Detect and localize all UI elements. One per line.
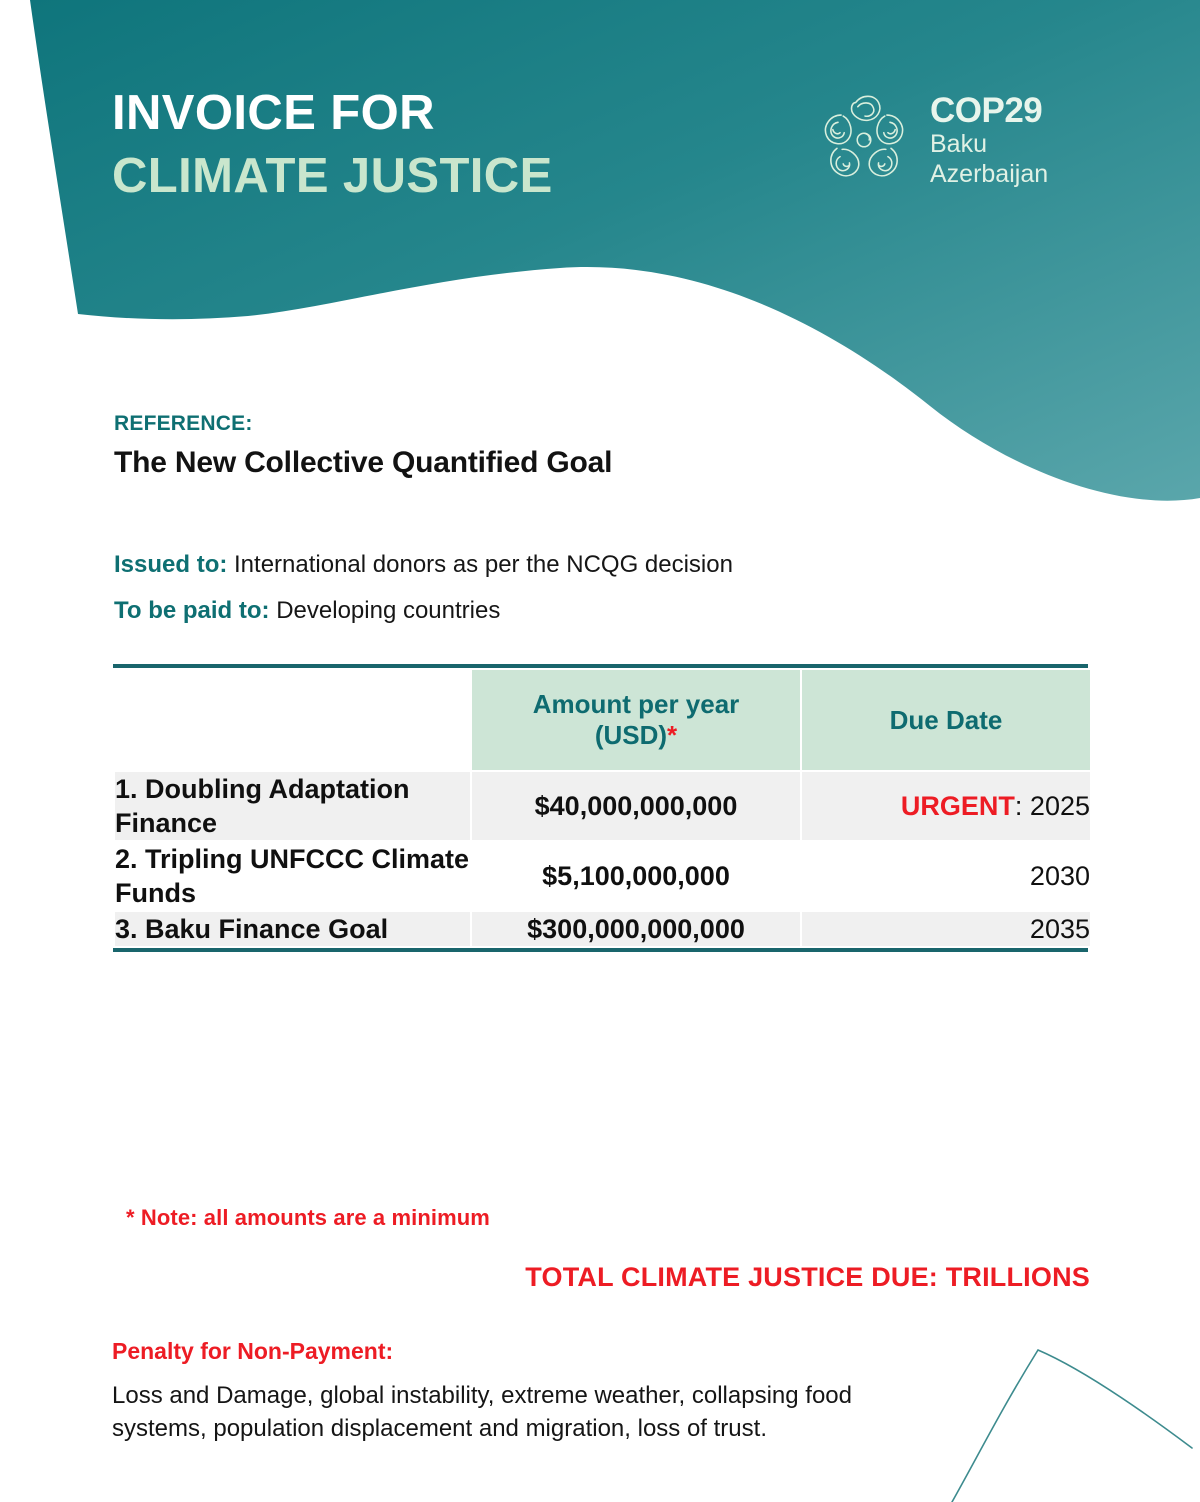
- row-due-date: 2030: [802, 842, 1090, 910]
- invoice-meta: [114, 552, 1064, 645]
- row-item-name: 3. Baku Finance Goal: [115, 912, 470, 946]
- invoice-table-body: [115, 772, 1090, 946]
- row-due-date: [802, 772, 1090, 840]
- cop29-country: Azerbaijan: [930, 159, 1049, 188]
- paid-to-value: Developing countries: [276, 597, 501, 625]
- cop29-logo: [812, 88, 1048, 192]
- issued-to-label: Issued to:: [114, 551, 228, 578]
- penalty-body: Loss and Damage, global instability, extreme weather, collapsing food systems, population displacement and migration, loss of trust.: [112, 1382, 852, 1443]
- minimum-amount-note: * Note: all amounts are a minimum: [126, 1205, 490, 1230]
- page-title: [112, 82, 553, 207]
- issued-to-value: International donors as per the NCQG decision: [234, 551, 733, 578]
- row-amount: $40,000,000,000: [472, 772, 800, 840]
- table-row: [115, 842, 1090, 910]
- urgent-badge: URGENT: [900, 790, 1015, 821]
- cop29-city: Baku: [930, 129, 987, 158]
- column-header-due-date: Due Date: [802, 670, 1090, 770]
- table-header-row: [115, 670, 1090, 770]
- title-line-1: INVOICE FOR: [112, 86, 435, 140]
- title-line-2: CLIMATE JUSTICE: [112, 148, 553, 203]
- reference-section: [114, 412, 1014, 480]
- row-due-date: 2035: [802, 912, 1090, 946]
- column-header-amount-line2: (USD): [594, 720, 668, 750]
- cop29-floral-emblem-icon: [812, 88, 916, 192]
- table-row: [115, 772, 1090, 840]
- issued-to-row: [114, 552, 1064, 578]
- invoice-table-wrapper: [113, 664, 1088, 952]
- penalty-section: [112, 1338, 1012, 1445]
- row-due-year: 2025: [1029, 790, 1090, 821]
- reference-label: REFERENCE:: [114, 412, 253, 435]
- table-row: [115, 912, 1090, 946]
- row-amount: $300,000,000,000: [472, 912, 800, 946]
- row-due-separator: :: [1014, 790, 1030, 821]
- cop29-logo-text: [930, 90, 1049, 188]
- reference-value: The New Collective Quantified Goal: [114, 446, 613, 479]
- row-item-name: 2. Tripling UNFCCC Climate Funds: [115, 842, 470, 910]
- invoice-table: [113, 668, 1092, 948]
- column-header-item: [115, 670, 470, 770]
- total-due-line: TOTAL CLIMATE JUSTICE DUE: TRILLIONS: [525, 1262, 1090, 1292]
- table-bottom-rule: [113, 948, 1088, 952]
- header-content: [0, 0, 1200, 300]
- paid-to-label: To be paid to:: [114, 597, 270, 625]
- footnote-marker: *: [667, 720, 678, 750]
- column-header-amount-line1: Amount per year: [532, 689, 740, 720]
- cop29-wordmark: COP29: [930, 90, 1043, 130]
- row-amount: $5,100,000,000: [472, 842, 800, 910]
- row-item-name: 1. Doubling Adaptation Finance: [115, 772, 470, 840]
- paid-to-row: [114, 598, 1064, 624]
- penalty-title: Penalty for Non-Payment:: [112, 1338, 394, 1364]
- column-header-amount: [472, 670, 800, 770]
